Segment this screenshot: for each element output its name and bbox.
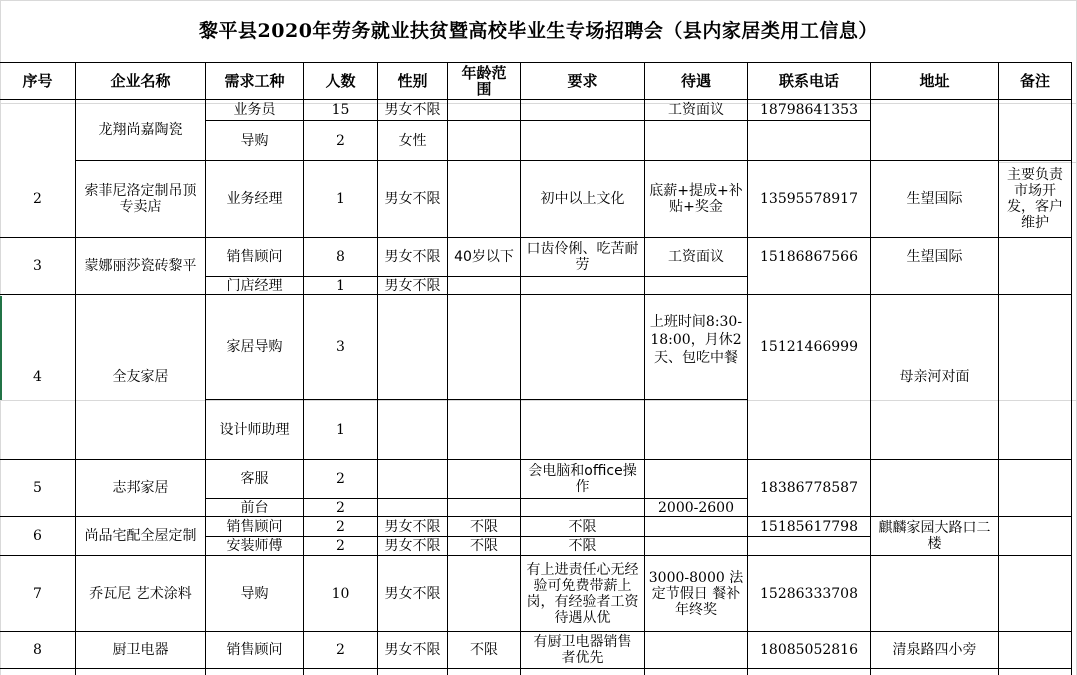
- cell-gender[interactable]: 男女不限: [384, 518, 441, 535]
- sheet-title[interactable]: 黎平县2020年劳务就业扶贫暨高校毕业生专场招聘会（县内家居类用工信息）: [199, 20, 878, 42]
- cell-company[interactable]: 全友家居: [112, 369, 169, 385]
- cell-req[interactable]: 不限: [568, 538, 597, 554]
- cell-age[interactable]: 不限: [470, 518, 498, 535]
- cell-count[interactable]: 8: [336, 249, 345, 265]
- cell-phone[interactable]: 15286333708: [760, 585, 858, 602]
- cell-req[interactable]: 会电脑和office操作: [528, 463, 637, 495]
- cell-company[interactable]: 尚品宅配全屋定制: [84, 528, 197, 544]
- cell-job[interactable]: 前台: [240, 499, 269, 516]
- cell-job[interactable]: 销售顾问: [226, 642, 283, 658]
- cell-company[interactable]: 索菲尼洛定制吊顶专卖店: [84, 183, 197, 215]
- cell-addr[interactable]: 清泉路四小旁: [892, 642, 977, 658]
- cell-seq[interactable]: 6: [33, 528, 42, 544]
- cell-job[interactable]: 家居导购: [226, 339, 283, 355]
- cell-req[interactable]: 口齿伶俐、吃苦耐劳: [526, 241, 639, 273]
- cell-age[interactable]: 40岁以下: [454, 249, 514, 265]
- cell-pay[interactable]: 工资面议: [668, 102, 724, 118]
- cell-company[interactable]: 志邦家居: [112, 480, 169, 496]
- cell-phone[interactable]: 15185617798: [760, 518, 858, 535]
- cell-company[interactable]: 乔瓦尼 艺术涂料: [89, 585, 192, 602]
- header-company[interactable]: 企业名称: [110, 72, 171, 90]
- header-note[interactable]: 备注: [1019, 72, 1050, 90]
- cell-seq[interactable]: 2: [33, 191, 42, 207]
- header-job[interactable]: 需求工种: [224, 72, 285, 90]
- cell-phone[interactable]: 15121466999: [760, 339, 858, 355]
- cell-gender[interactable]: 男女不限: [384, 538, 441, 554]
- header-req[interactable]: 要求: [567, 72, 598, 90]
- cell-job[interactable]: 业务员: [233, 102, 276, 118]
- cell-job[interactable]: 设计师助理: [219, 421, 290, 438]
- border: [447, 62, 448, 675]
- border: [0, 668, 1072, 669]
- cell-addr[interactable]: 生望国际: [906, 191, 963, 207]
- cell-req[interactable]: 有上进责任心无经验可免费带薪上岗，有经验者工资待遇从优: [526, 561, 639, 626]
- cell-gender[interactable]: 男女不限: [384, 102, 441, 118]
- cell-pay[interactable]: 2000-2600: [658, 499, 734, 516]
- cell-phone[interactable]: 18085052816: [760, 642, 858, 658]
- cell-age[interactable]: 不限: [470, 538, 498, 554]
- border: [1071, 62, 1072, 675]
- cell-req[interactable]: 不限: [568, 518, 597, 535]
- header-count[interactable]: 人数: [325, 72, 356, 90]
- cell-pay[interactable]: 上班时间8:30-18:00，月休2天、包吃中餐: [649, 314, 743, 366]
- cell-phone[interactable]: 18386778587: [760, 480, 858, 496]
- cell-age[interactable]: 不限: [470, 642, 498, 658]
- header-gender[interactable]: 性别: [397, 72, 428, 90]
- header-pay[interactable]: 待遇: [680, 72, 711, 90]
- header-phone[interactable]: 联系电话: [778, 72, 839, 90]
- cell-count[interactable]: 2: [336, 132, 345, 149]
- cell-addr[interactable]: 生望国际: [906, 249, 963, 265]
- cell-seq[interactable]: 4: [33, 369, 42, 385]
- cell-req[interactable]: 有厨卫电器销售者优先: [533, 634, 632, 666]
- cell-seq[interactable]: [0, 100, 75, 160]
- cell-company[interactable]: 厨卫电器: [112, 642, 169, 658]
- cell-phone[interactable]: 13595578917: [760, 191, 858, 207]
- cell-job[interactable]: 客服: [240, 471, 269, 487]
- cell-pay[interactable]: 底薪+提成+补贴+奖金: [649, 183, 743, 215]
- cell-job[interactable]: 导购: [240, 585, 269, 602]
- cell-note[interactable]: 主要负责市场开发，客户维护: [1007, 167, 1063, 231]
- cell-count[interactable]: 2: [336, 499, 345, 516]
- cell-pay[interactable]: 工资面议: [668, 249, 724, 265]
- cell-seq[interactable]: 5: [33, 480, 42, 496]
- cell-seq[interactable]: 8: [33, 642, 42, 658]
- header-age[interactable]: 年龄范围: [461, 64, 507, 98]
- cell-company[interactable]: 蒙娜丽莎瓷砖黎平: [84, 258, 197, 274]
- cell-job[interactable]: 销售顾问: [226, 518, 283, 535]
- cell-addr[interactable]: 母亲河对面: [899, 369, 970, 385]
- cell-gender[interactable]: 男女不限: [384, 642, 441, 658]
- cell-count[interactable]: 3: [336, 339, 345, 355]
- cell-count[interactable]: 2: [336, 518, 345, 535]
- cell-count[interactable]: 1: [336, 191, 345, 207]
- header-addr[interactable]: 地址: [919, 72, 950, 90]
- header-seq[interactable]: 序号: [22, 72, 53, 90]
- cell-job[interactable]: 门店经理: [226, 277, 283, 294]
- cell-gender[interactable]: 男女不限: [384, 585, 441, 602]
- cell-count[interactable]: 1: [336, 277, 345, 294]
- border: [998, 62, 999, 675]
- cell-gender[interactable]: 男女不限: [384, 277, 441, 294]
- cell-count[interactable]: 10: [331, 585, 350, 602]
- cell-phone[interactable]: 15186867566: [760, 249, 858, 265]
- cell-gender[interactable]: 男女不限: [384, 191, 441, 207]
- cell-gender[interactable]: 男女不限: [384, 249, 441, 265]
- cell-gender[interactable]: 女性: [398, 132, 427, 149]
- cell-count[interactable]: 2: [336, 642, 345, 658]
- cell-pay[interactable]: 3000-8000 法定节假日 餐补 年终奖: [648, 569, 744, 618]
- cell-job[interactable]: 销售顾问: [226, 249, 283, 265]
- cell-count[interactable]: 15: [331, 102, 350, 118]
- cell-phone[interactable]: 18798641353: [760, 102, 858, 118]
- cell-count[interactable]: 2: [336, 538, 345, 554]
- cell-job[interactable]: 安装师傅: [226, 538, 283, 554]
- cell-seq[interactable]: 3: [33, 258, 42, 274]
- cell-company[interactable]: 龙翔尚嘉陶瓷: [98, 122, 183, 138]
- cell-req[interactable]: 初中以上文化: [540, 191, 625, 207]
- cell-seq[interactable]: 7: [33, 585, 42, 602]
- cell-count[interactable]: 2: [336, 471, 345, 487]
- cell-count[interactable]: 1: [336, 421, 345, 438]
- cell-job[interactable]: 导购: [240, 132, 269, 149]
- cell-job[interactable]: 业务经理: [226, 191, 283, 207]
- cell-addr[interactable]: 麒麟家园大路口二楼: [878, 520, 991, 552]
